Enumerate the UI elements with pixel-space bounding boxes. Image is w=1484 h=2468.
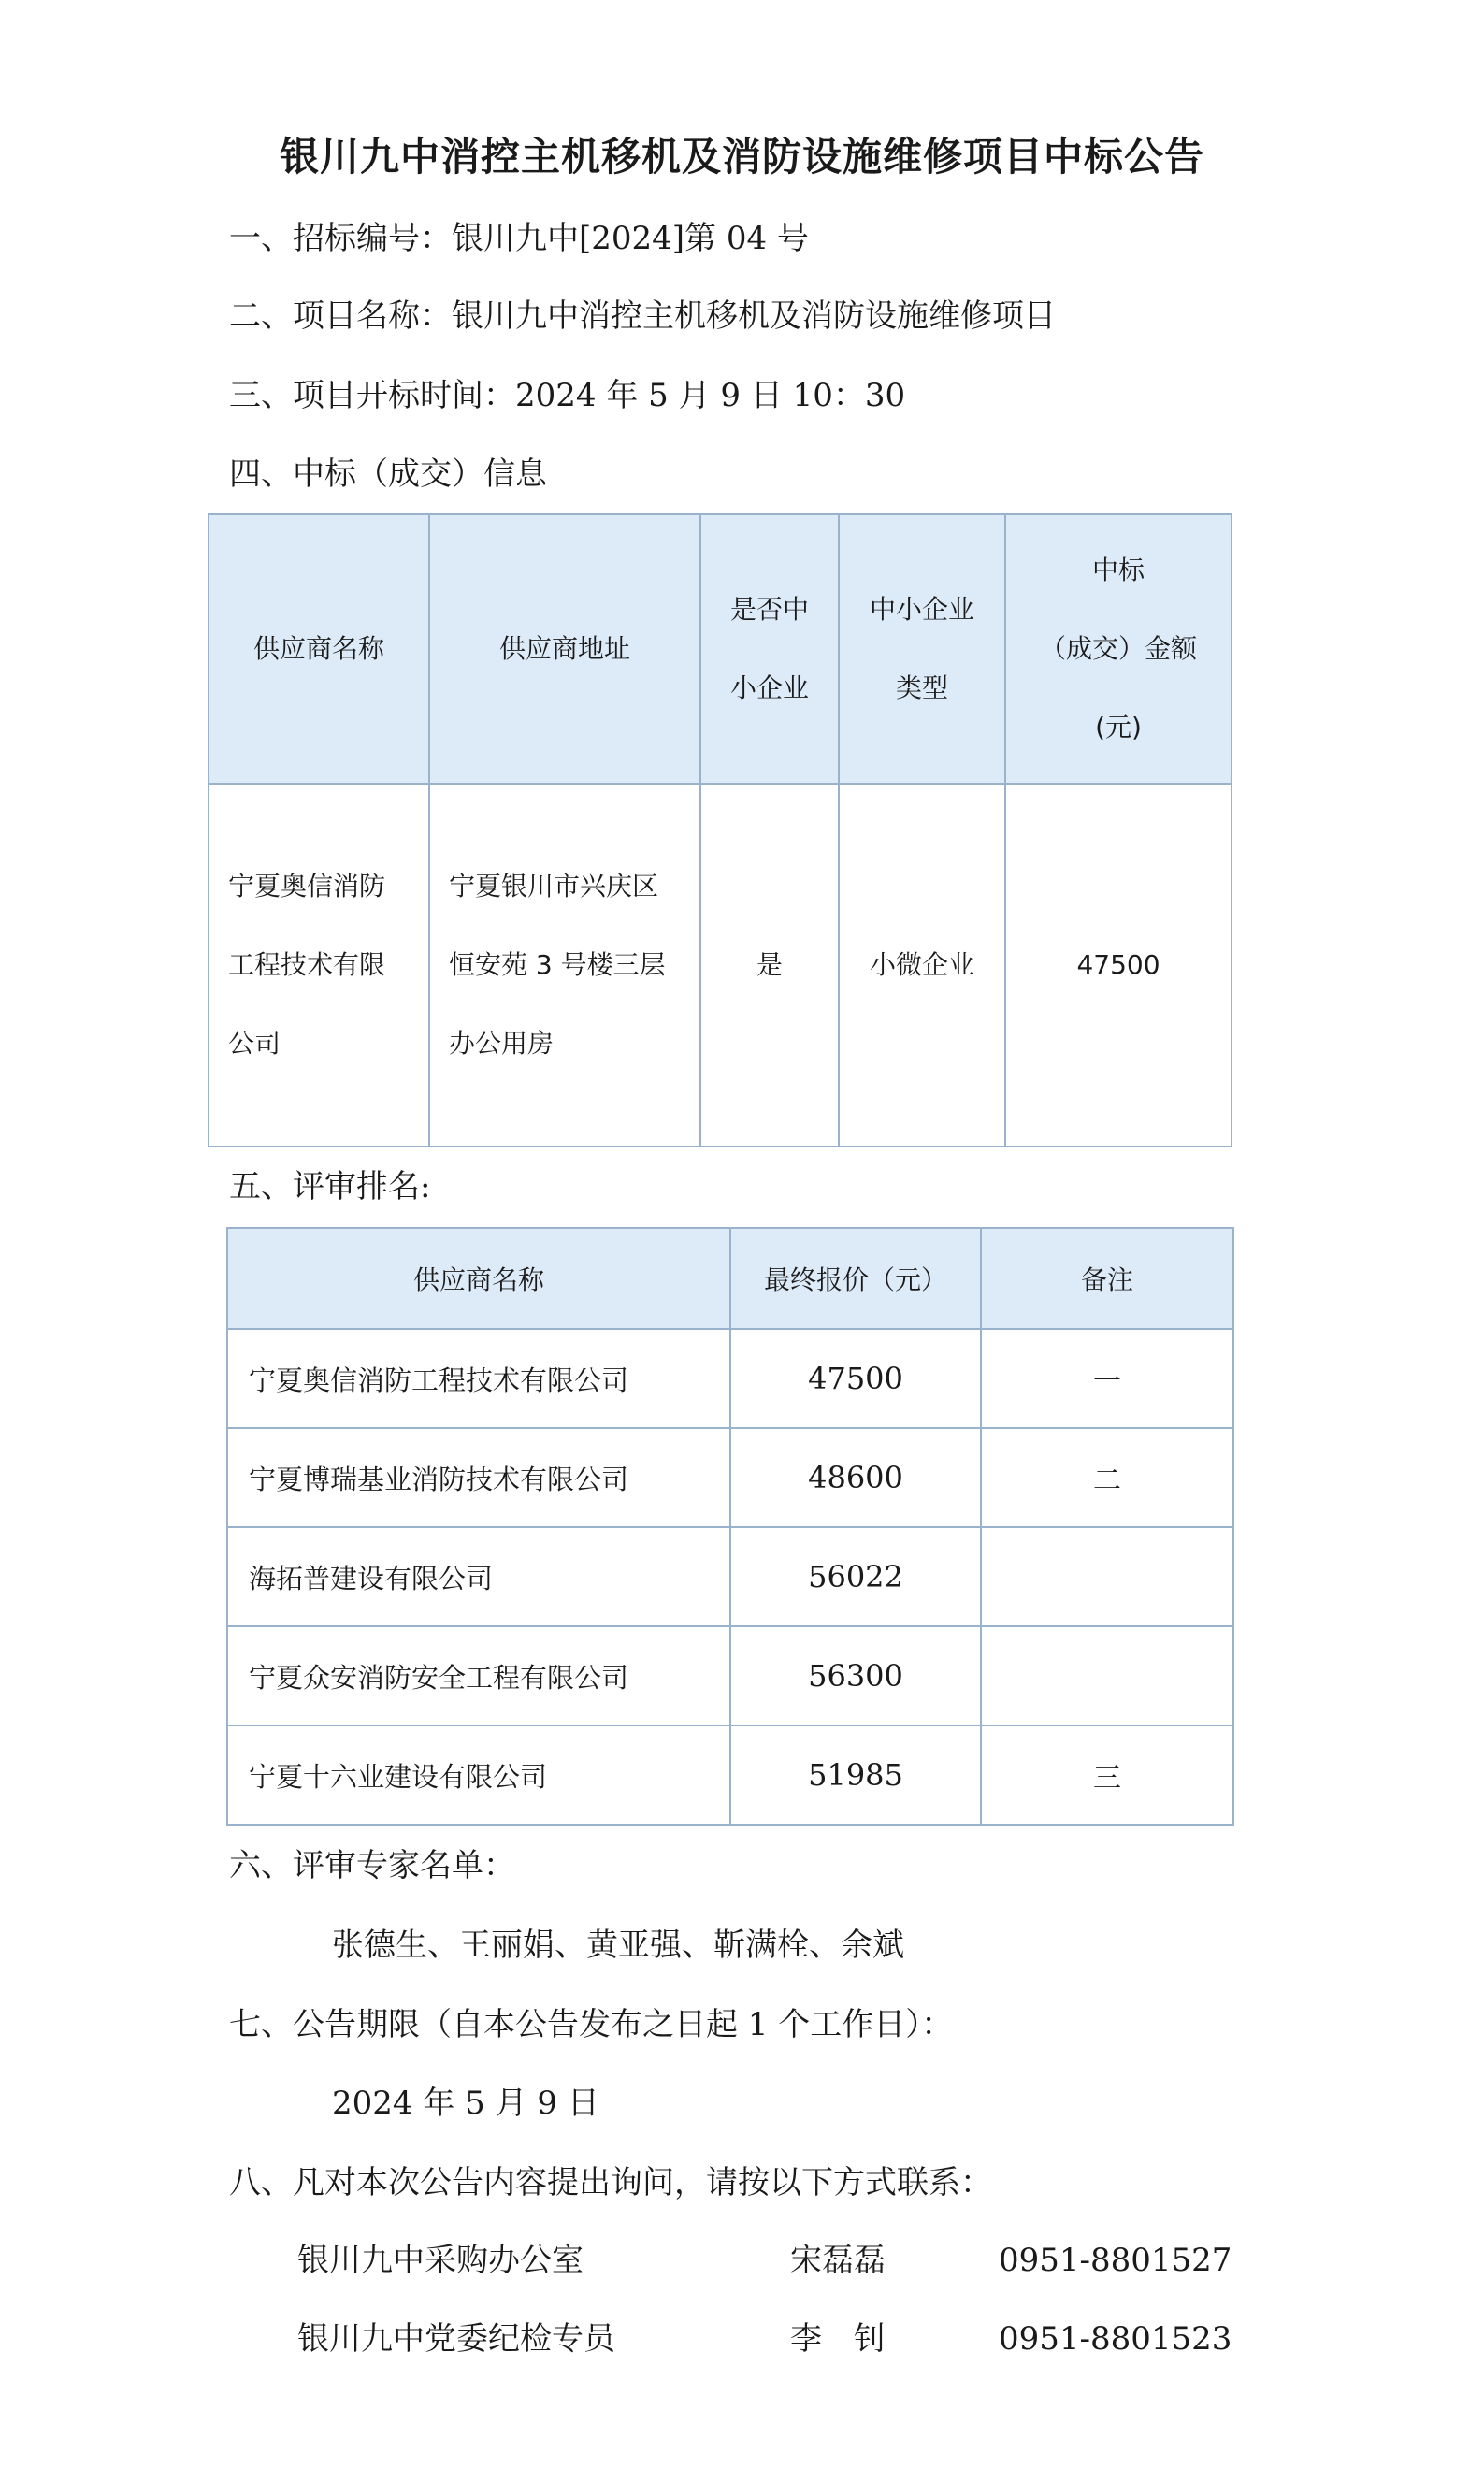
- award-header-sme: 是否中 小企业: [700, 514, 839, 784]
- project-name: 二、项目名称：银川九中消控主机移机及消防设施维修项目: [229, 297, 1056, 335]
- award-table-row: [209, 784, 1232, 1147]
- bid-opening-time: 三、项目开标时间：2024 年 5 月 9 日 10：30: [229, 377, 906, 414]
- award-table: [208, 513, 1232, 1147]
- ranking-price: 47500: [730, 1329, 981, 1428]
- award-supplier-name: 宁夏奥信消防 工程技术有限 公司: [209, 784, 429, 1147]
- ranking-table-header-row: [227, 1228, 1233, 1329]
- award-sme-type-value: 小微企业: [839, 784, 1005, 1147]
- ranking-supplier-name: 宁夏十六业建设有限公司: [227, 1725, 730, 1825]
- table-row: [227, 1725, 1233, 1825]
- ranking-price: 56022: [730, 1527, 981, 1626]
- ranking-header-price: 最终报价（元）: [730, 1228, 981, 1329]
- ranking-supplier-name: 宁夏博瑞基业消防技术有限公司: [227, 1428, 730, 1527]
- award-amount-value: 47500: [1005, 784, 1232, 1147]
- contact-heading: 八、凡对本次公告内容提出询问，请按以下方式联系：: [229, 2164, 992, 2201]
- notice-period-date: 2024 年 5 月 9 日: [332, 2085, 599, 2122]
- contact-phone: 0951-8801523: [999, 2320, 1232, 2358]
- award-supplier-address: 宁夏银川市兴庆区 恒安苑 3 号楼三层 办公用房: [429, 784, 700, 1147]
- ranking-note: 三: [981, 1725, 1233, 1825]
- ranking-note: [981, 1626, 1233, 1725]
- ranking-table: [226, 1227, 1234, 1826]
- table-row: [227, 1626, 1233, 1725]
- award-header-name: 供应商名称: [209, 514, 429, 784]
- ranking-note: [981, 1527, 1233, 1626]
- ranking-heading: 五、评审排名:: [229, 1168, 431, 1205]
- table-row: [227, 1428, 1233, 1527]
- ranking-price: 56300: [730, 1626, 981, 1725]
- ranking-supplier-name: 海拓普建设有限公司: [227, 1527, 730, 1626]
- experts-heading: 六、评审专家名单：: [229, 1847, 515, 1884]
- contact-org: 银川九中采购办公室: [297, 2242, 584, 2279]
- ranking-price: 51985: [730, 1725, 981, 1825]
- ranking-supplier-name: 宁夏众安消防安全工程有限公司: [227, 1626, 730, 1725]
- award-info-heading: 四、中标（成交）信息: [229, 455, 547, 493]
- contact-org: 银川九中党委纪检专员: [297, 2320, 615, 2358]
- award-header-address: 供应商地址: [429, 514, 700, 784]
- award-header-amount: 中标 （成交）金额 (元): [1005, 514, 1232, 784]
- award-sme-value: 是: [700, 784, 839, 1147]
- ranking-supplier-name: 宁夏奥信消防工程技术有限公司: [227, 1329, 730, 1428]
- award-header-sme-type: 中小企业 类型: [839, 514, 1005, 784]
- page-title: 银川九中消控主机移机及消防设施维修项目中标公告: [279, 134, 1204, 180]
- ranking-price: 48600: [730, 1428, 981, 1527]
- experts-list: 张德生、王丽娟、黄亚强、靳满栓、余斌: [332, 1927, 904, 1964]
- contact-person: 宋磊磊: [790, 2242, 886, 2279]
- ranking-header-name: 供应商名称: [227, 1228, 730, 1329]
- bid-number: 一、招标编号：银川九中[2024]第 04 号: [229, 220, 809, 257]
- award-table-header-row: [209, 514, 1232, 784]
- table-row: [227, 1329, 1233, 1428]
- ranking-note: 二: [981, 1428, 1233, 1527]
- contact-person: 李 钊: [790, 2320, 886, 2358]
- ranking-note: 一: [981, 1329, 1233, 1428]
- notice-period-heading: 七、公告期限（自本公告发布之日起 1 个工作日）：: [229, 2006, 954, 2043]
- contact-phone: 0951-8801527: [999, 2242, 1232, 2279]
- table-row: [227, 1527, 1233, 1626]
- ranking-header-note: 备注: [981, 1228, 1233, 1329]
